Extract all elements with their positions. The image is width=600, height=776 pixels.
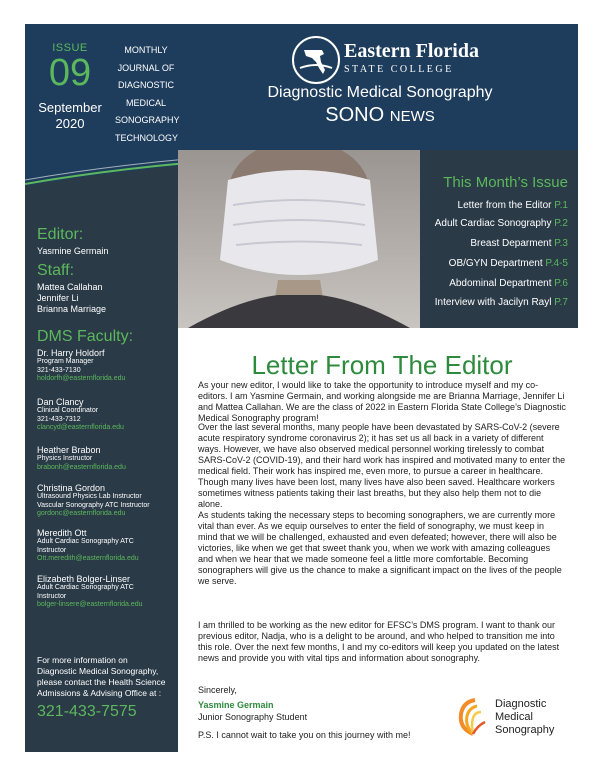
toc-item-page: P.1 (554, 200, 568, 211)
masked-person-photo (178, 150, 420, 328)
faculty-name: Elizabeth Bolger-Linser (37, 574, 131, 584)
staff-heading: Staff: (37, 262, 75, 279)
contact-phone[interactable]: 321-433-7575 (37, 703, 137, 720)
faculty-role: Adult Cardiac Sonography ATC (37, 538, 134, 545)
editor-heading: Editor: (37, 226, 84, 243)
faculty-role: Adult Cardiac Sonography ATC (37, 584, 134, 591)
descriptor-line: DIAGNOSTIC (117, 80, 174, 90)
toc-item-page: P.2 (554, 218, 568, 229)
toc-item-page: P.7 (554, 297, 568, 308)
faculty-role: Ultrasound Physics Lab Instructor (37, 493, 142, 500)
college-name: Eastern Florida (344, 40, 479, 62)
letter-paragraph: As students taking the necessary steps to becoming sonographers, we are currently more vital than ever. As we equip ourselves to enter the field of sonography, we must keep in mind that we will be challenged, exhausted and even defeated; however, there will also be victories, like when we get that sweet thank you, when we work with amazing colleagues and when we hear that we made someone feel a little more comfortable. Becoming sonographers will give us the chance to make a significant impact on the lives of the people we serve. (198, 510, 562, 586)
toc-item-label: Interview with Jacilyn Rayl (434, 297, 552, 308)
dms-logo (455, 698, 575, 748)
news-word: NEWS (389, 108, 435, 125)
toc-item[interactable] (470, 238, 568, 249)
toc-item-label: Adult Cardiac Sonography (434, 218, 552, 229)
faculty-email[interactable]: brabonh@easternflorida.edu (37, 463, 126, 471)
toc-item-label: Abdominal Department (449, 278, 552, 289)
toc-item-label: OB/GYN Department (448, 258, 543, 269)
toc-item[interactable] (449, 278, 568, 289)
dms-logo-text (495, 698, 554, 737)
faculty-name: Dr. Harry Holdorf (37, 348, 105, 358)
contact-info: For more information on Diagnostic Medical Sonography, please contact the Health Science Admissions & Advising Office at : (37, 655, 166, 698)
staff-member: Brianna Marriage (37, 304, 107, 314)
toc-item[interactable] (435, 218, 568, 229)
faculty-role: Vascular Sonography ATC Instructor (37, 501, 150, 509)
staff-list (37, 282, 106, 315)
letter-paragraph: As your new editor, I would like to take the opportunity to introduce myself and my co-editors. I am Yasmine Germain, and working alongside me are Brianna Marriage, Jennifer Li and Mattea Callahan. We are the class of 2022 in Eastern Florida State College’s Diagnostic Medical Sonography program! (198, 380, 566, 423)
faculty-email[interactable]: bolger-linsere@easternflorida.edu (37, 601, 143, 608)
signer-name: Yasmine Germain (198, 700, 274, 710)
faculty-phone: 321-433-7130 (37, 366, 81, 374)
faculty-entry (37, 483, 177, 517)
staff-member: Mattea Callahan (37, 282, 103, 292)
toc-item-page: P.4-5 (545, 258, 568, 269)
faculty-role: Physics Instructor (37, 455, 93, 462)
descriptor-line: TECHNOLOGY (115, 132, 179, 143)
letter-paragraph: I am thrilled to be working as the new editor for EFSC’s DMS program. I want to thank our previous editor, Nadja, who is a delight to be around, and who helped to transition me into this role. Over the next few months, I and my co-editors will keep you updated on the latest news and provide you with vital tips and information about sonography. (198, 620, 560, 663)
college-subtitle: STATE COLLEGE (344, 64, 454, 75)
faculty-name: Dan Clancy (37, 397, 84, 407)
issue-year: 2020 (55, 116, 85, 131)
toc-title: This Month’s Issue (443, 174, 568, 191)
issue-date (25, 100, 115, 132)
toc-item-label: Letter from the Editor (457, 200, 552, 211)
newsletter-title (205, 104, 555, 127)
issue-block (25, 42, 115, 132)
letter-paragraph: Over the last several months, many people have been devastated by SARS-CoV-2 (severe acute respiratory syndrome coronavirus 2); it has set us all back in a variety of different ways. However, we have also observed medical personnel working tirelessly to combat SARS-CoV-2 (COVID-19), and their hard work has inspired and motivated many to enter the medical field. Their work has inspired me, even more, to pursue a career in healthcare. Though many lives have been lost, many lives have also been saved. Healthcare workers sometimes witness patients taking their last breaths, but they also help them not to die alone. (198, 422, 566, 509)
toc-item-label: Breast Deparment (470, 238, 552, 249)
faculty-heading: DMS Faculty: (37, 328, 134, 345)
journal-descriptor (115, 42, 180, 147)
postscript: P.S. I cannot wait to take you on this journey with me! (198, 730, 411, 740)
staff-member: Jennifer Li (37, 293, 79, 303)
sonography-swirl-icon (455, 698, 491, 738)
letter-closing: Sincerely, (198, 685, 237, 695)
faculty-phone: 321-433-7312 (37, 415, 81, 423)
faculty-entry (37, 528, 177, 562)
dms-logo-line: Medical (495, 711, 533, 723)
faculty-email[interactable]: clancyd@easternflorida.edu (37, 424, 124, 431)
toc-item[interactable] (449, 258, 568, 269)
toc-item[interactable] (458, 200, 568, 211)
faculty-entry (37, 348, 177, 382)
issue-month: September (38, 100, 102, 115)
descriptor-line: SONOGRAPHY (115, 115, 180, 125)
dms-logo-line: Sonography (495, 724, 555, 736)
letter-title: Letter From The Editor (251, 350, 513, 380)
faculty-email[interactable]: holdorfh@easternflorida.edu (37, 375, 126, 382)
dms-logo-line: Diagnostic (495, 698, 547, 710)
faculty-email[interactable]: gordonc@easternflorida.edu (37, 510, 126, 517)
florida-seal-icon (292, 36, 340, 84)
issue-label: ISSUE (52, 42, 88, 54)
faculty-entry (37, 445, 177, 471)
toc-item-page: P.6 (554, 278, 568, 289)
faculty-name: Heather Brabon (37, 445, 101, 455)
toc-item-page: P.3 (554, 238, 568, 249)
faculty-entry (37, 574, 177, 608)
signer-title: Junior Sonography Student (198, 712, 308, 722)
faculty-role: Program Manager (37, 358, 94, 365)
faculty-entry (37, 397, 177, 431)
sono-word: SONO (325, 104, 385, 126)
faculty-name: Christina Gordon (37, 483, 106, 493)
faculty-role: Clinical Coordinator (37, 407, 99, 414)
faculty-role: Instructor (37, 592, 67, 600)
program-title: Diagnostic Medical Sonography (267, 84, 493, 101)
editor-name: Yasmine Germain (37, 246, 109, 256)
faculty-email[interactable]: Ott.meredith@easternflorida.edu (37, 555, 139, 562)
sidebar (25, 186, 178, 752)
descriptor-line: MONTHLY (124, 45, 168, 55)
descriptor-line: JOURNAL OF (117, 62, 175, 73)
faculty-name: Meredith Ott (37, 528, 87, 538)
table-of-contents (420, 150, 578, 328)
toc-item[interactable] (435, 297, 568, 308)
issue-number: 09 (48, 52, 92, 94)
descriptor-line: MEDICAL (125, 97, 166, 108)
faculty-role: Instructor (37, 546, 67, 554)
